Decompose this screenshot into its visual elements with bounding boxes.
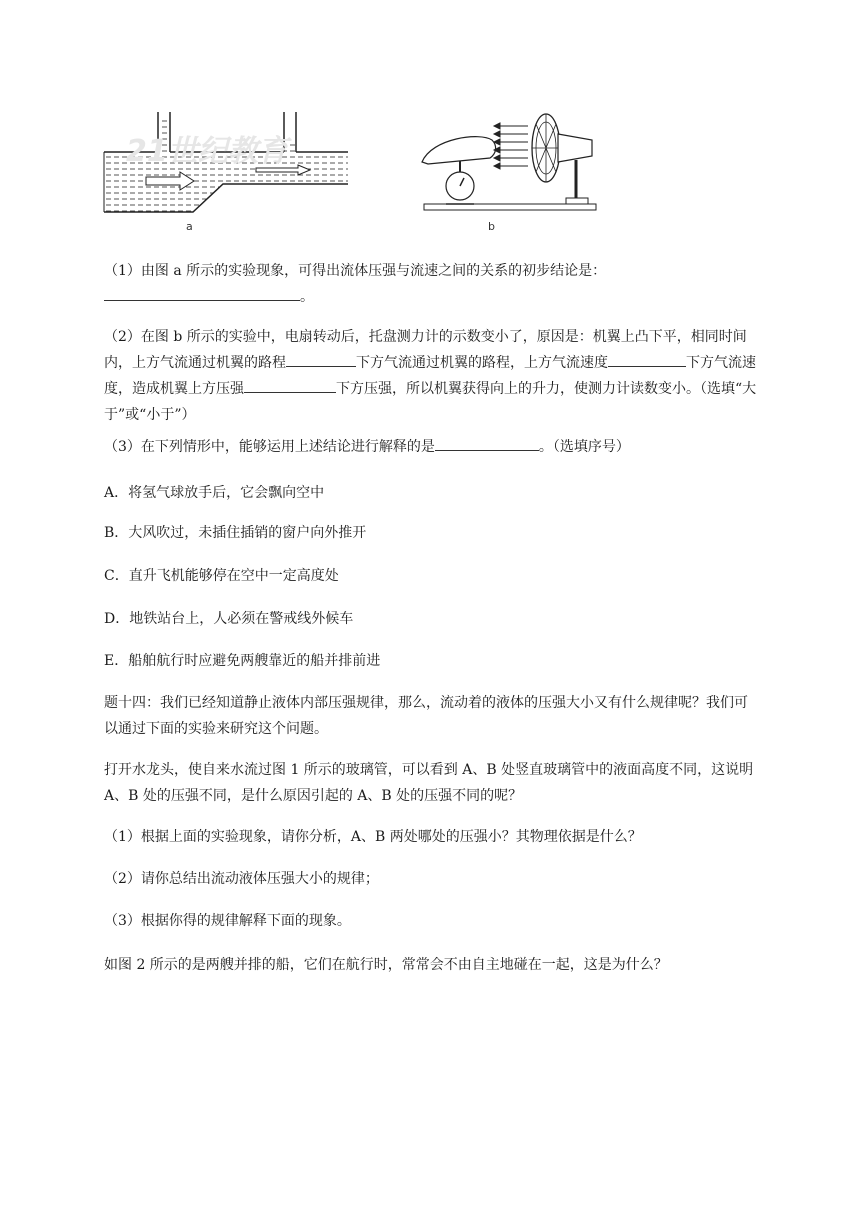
- question-14-last: 如图 2 所示的是两艘并排的船，它们在航行时，常常会不由自主地碰在一起，这是为什么？: [104, 957, 668, 973]
- question-1-end: 。: [300, 289, 314, 305]
- figure-b-wing-fan-diagram: [420, 108, 610, 220]
- question-2-part2: 下方气流通过机翼的路程，上方气流速度: [356, 355, 608, 371]
- question-14-sub-2: （2）请你总结出流动液体压强大小的规律；: [104, 871, 379, 887]
- question-1: [104, 258, 758, 310]
- question-2-part3: 下方气流速度，造成机翼上方压强: [104, 355, 756, 397]
- watermark-logo: 21世纪教育: [126, 134, 288, 169]
- option-d: D．地铁站台上，人必须在警戒线外候车: [104, 611, 354, 627]
- answer-blank[interactable]: [244, 376, 336, 393]
- question-3: [104, 434, 758, 460]
- option-c: C．直升飞机能够停在空中一定高度处: [104, 568, 339, 584]
- question-2-part1: （2）在图 b 所示的实验中，电扇转动后，托盘测力计的示数变小了，原因是：机翼上凸下平，相同时间内，上方气流通过机翼的路程: [104, 329, 747, 371]
- figure-a-caption: a: [186, 220, 193, 233]
- question-2-part4: 下方压强，所以机翼获得向上的升力，使测力计读数变小。（选填“大于”或“小于”）: [104, 381, 757, 423]
- option-e: E．船舶航行时应避免两艘靠近的船并排前进: [104, 653, 381, 669]
- answer-blank[interactable]: [104, 284, 300, 301]
- figure-b-caption: b: [488, 220, 495, 233]
- question-3-text: （3）在下列情形中，能够运用上述结论进行解释的是: [104, 439, 435, 455]
- question-14-sub-1: （1）根据上面的实验现象，请你分析，A、B 两处哪处的压强小？其物理依据是什么？: [104, 829, 642, 845]
- question-14-paragraph: 打开水龙头，使自来水流过图 1 所示的玻璃管，可以看到 A、B 处竖直玻璃管中的液面高度不同，这说明 A、B 处的压强不同，是什么原因引起的 A、B 处的压强不同的呢？: [104, 762, 754, 804]
- question-3-end: 。（选填序号）: [538, 439, 630, 455]
- answer-blank[interactable]: [286, 350, 356, 367]
- question-14-sub-3: （3）根据你得的规律解释下面的现象。: [104, 913, 351, 929]
- answer-blank[interactable]: [435, 434, 539, 451]
- question-1-text: （1）由图 a 所示的实验现象，可得出流体压强与流速之间的关系的初步结论是：: [104, 263, 607, 279]
- option-b: B．大风吹过，未插住插销的窗户向外推开: [104, 525, 367, 541]
- option-a: A．将氢气球放手后，它会飘向空中: [104, 485, 325, 501]
- question-14-intro: 题十四：我们已经知道静止液体内部压强规律，那么，流动着的液体的压强大小又有什么规律呢？我们可以通过下面的实验来研究这个问题。: [104, 695, 748, 737]
- question-2: [104, 324, 758, 428]
- answer-blank[interactable]: [608, 350, 686, 367]
